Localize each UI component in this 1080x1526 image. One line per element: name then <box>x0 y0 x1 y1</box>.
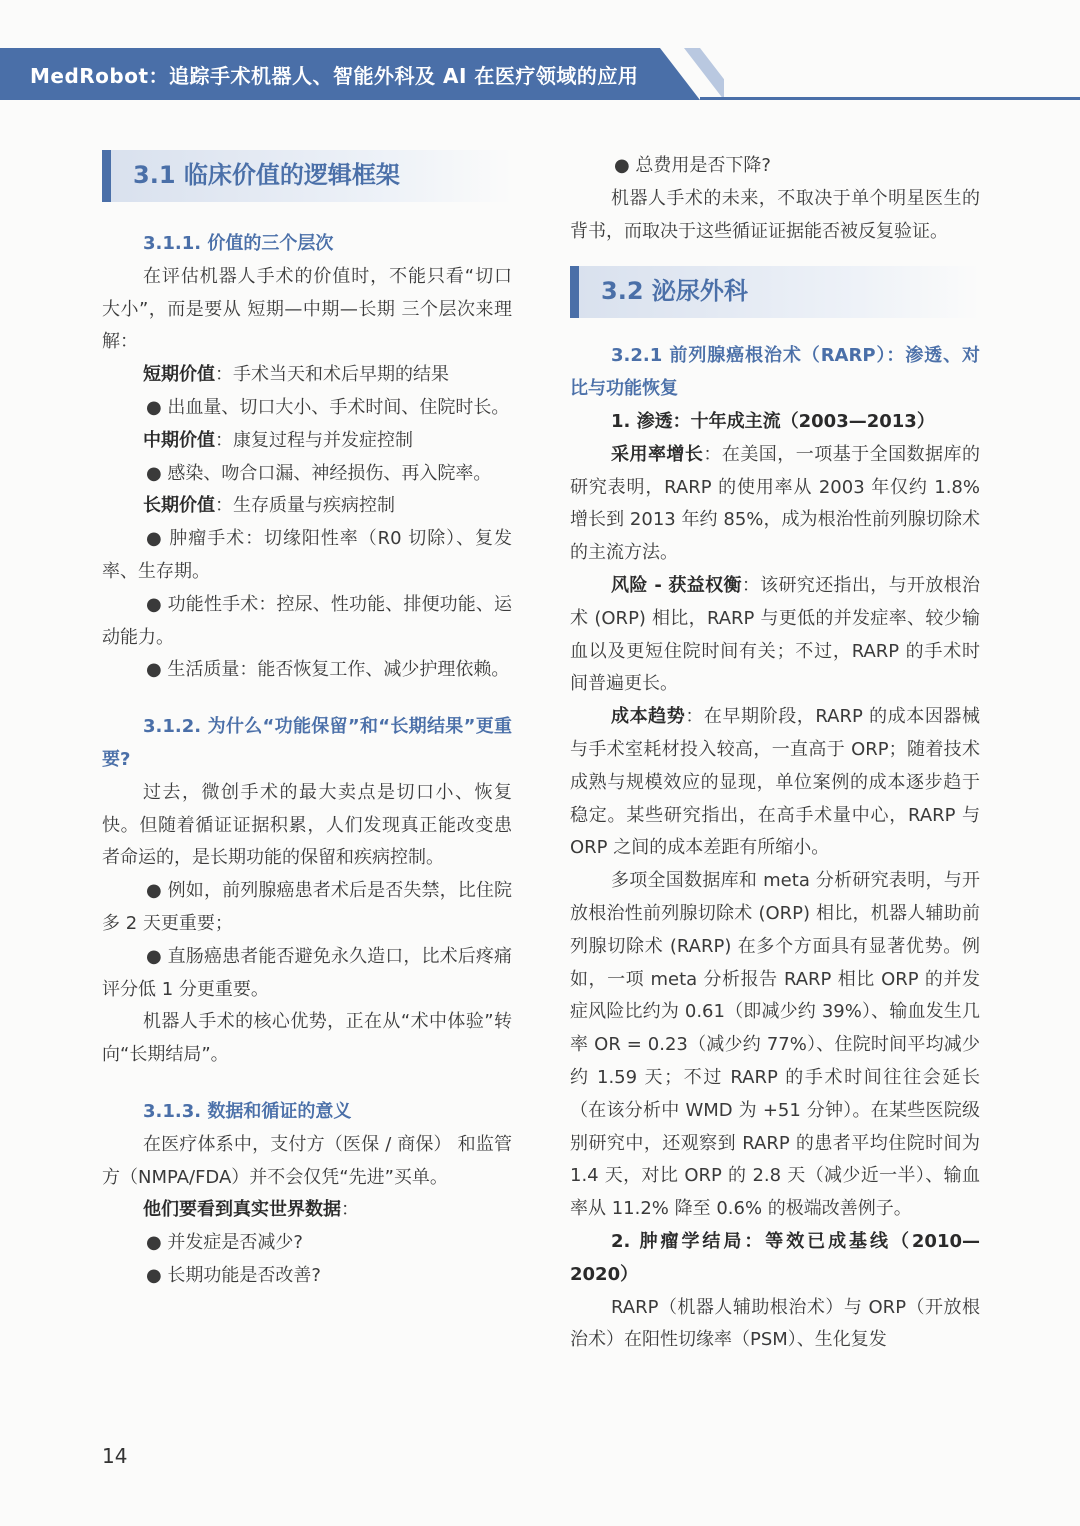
bold-line <box>102 1194 512 1227</box>
paragraph: 在评估机器人手术的价值时，不能只看“切口大小”，而是要从 短期—中期—长期 三个层次来理解： <box>102 265 512 353</box>
bullet-item: ● 出血量、切口大小、手术时间、住院时长。 <box>146 396 510 418</box>
mid-term-text: ：康复过程与并发症控制 <box>215 429 413 451</box>
short-term-label: 短期价值 <box>143 364 215 386</box>
risk-label: 风险 - 获益权衡 <box>611 574 742 596</box>
paragraph: 机器人手术的核心优势，正在从“术中体验”转向“长期结局”。 <box>102 1011 512 1066</box>
numbered-heading: 2. 肿瘤学结局：等效已成基线（2010—2020） <box>570 1230 980 1285</box>
subsection-3-2-1-title: 3.2.1 前列腺癌根治术（RARP）：渗透、对比与功能恢复 <box>570 345 980 400</box>
long-term-label: 长期价值 <box>143 495 215 517</box>
page-number: 14 <box>102 1444 128 1468</box>
paragraph: RARP（机器人辅助根治术）与 ORP（开放根治术）在阳性切缘率（PSM）、生化复发 <box>570 1296 980 1351</box>
bullet-item: ● 总费用是否下降? <box>614 155 771 176</box>
section-3-1-heading <box>102 150 512 202</box>
paragraph: 过去，微创手术的最大卖点是切口小、恢复快。但随着循证证据积累，人们发现真正能改变患者命运的，是长期功能的保留和疾病控制。 <box>102 781 512 869</box>
paragraph: 机器人手术的未来，不取决于单个明星医生的背书，而取决于这些循证证据能否被反复验证。 <box>570 187 980 242</box>
mid-term-label: 中期价值 <box>143 429 215 451</box>
short-term-text: ：手术当天和术后早期的结果 <box>215 364 449 386</box>
section-3-2-heading <box>570 266 980 318</box>
paragraph: 在医疗体系中，支付方（医保 / 商保） 和监管方（NMPA/FDA）并不会仅凭“先进”买单。 <box>102 1133 512 1188</box>
header-rule <box>700 97 1080 100</box>
section-3-1-title: 3.1 临床价值的逻辑框架 <box>133 161 400 189</box>
bold-tail: ： <box>341 1199 359 1221</box>
mid-term-line <box>102 425 512 458</box>
bold-text: 他们要看到真实世界数据 <box>143 1199 341 1221</box>
bullet-item: ● 功能性手术：控尿、性功能、排便功能、运动能力。 <box>102 593 512 648</box>
bullet-item: ● 肿瘤手术：切缘阳性率（R0 切除）、复发率、生存期。 <box>102 528 512 582</box>
bullet-item: ● 长期功能是否改善? <box>146 1264 321 1286</box>
adoption-text: ：在美国，一项基于全国数据库的研究表明，RARP 的使用率从 2003 年仅约 1.8% 增长到 2013 年约 85%，成为根治性前列腺切除术的主流方法。 <box>570 443 981 564</box>
subsection-3-1-2-title: 3.1.2. 为什么“功能保留”和“长期结果”更重要? <box>102 716 512 770</box>
short-term-line <box>102 359 512 392</box>
section-3-2-title: 3.2 泌尿外科 <box>601 277 748 306</box>
adoption-label: 采用率增长 <box>611 443 704 465</box>
bullet-item: ● 生活质量：能否恢复工作、减少护理依赖。 <box>146 659 510 681</box>
bullet-item: ● 例如，前列腺癌患者术后是否失禁，比住院多 2 天更重要； <box>102 880 512 934</box>
long-term-text: ：生存质量与疾病控制 <box>215 495 395 517</box>
subsection-3-1-1-title: 3.1.1. 价值的三个层次 <box>143 233 334 254</box>
risk-paragraph <box>570 570 980 701</box>
long-term-line <box>102 490 512 523</box>
right-column <box>570 150 980 1357</box>
bullet-item: ● 并发症是否减少? <box>146 1232 303 1254</box>
cost-text: ：在早期阶段，RARP 的成本因器械与手术室耗材投入较高，一直高于 ORP；随着技术成熟与规模效应的显现，单位案例的成本逐步趋于稳定。某些研究指出，在高手术量中心，RARP 与 ORP 之间的成本差距有所缩小。 <box>570 706 980 859</box>
meta-analysis-paragraph: 多项全国数据库和 meta 分析研究表明，与开放根治性前列腺切除术 (ORP) 相比，机器人辅助前列腺切除术 (RARP) 在多个方面具有显著优势。例如，一项 meta 分析报告 RARP 相比 ORP 的并发症风险比约为 0.61（即减少约 39%）、输血发生几率 OR = 0.23（减少约 77%）、住院时间平均减少约 1.59 天；不过 RARP 的手术时间往往会延长（在该分析中 WMD 为 +51 分钟）。在某些医院级别研究中，还观察到 RARP 的患者平均住院时间为 1.4 天，对比 ORP 的 2.8 天（减少近一半）、输血率从 11.2% 降至 0.6% 的极端改善例子。 <box>570 870 980 1220</box>
subsection-3-1-3-title: 3.1.3. 数据和循证的意义 <box>143 1100 352 1122</box>
risk-text: ：该研究还指出，与开放根治术 (ORP) 相比，RARP 与更低的并发症率、较少输血以及更短住院时间有关；不过，RARP 的手术时间普遍更长。 <box>570 574 981 695</box>
cost-label: 成本趋势 <box>611 706 686 728</box>
numbered-heading: 1. 渗透：十年成主流（2003—2013） <box>611 410 935 432</box>
left-column <box>102 150 512 1293</box>
bullet-item: ● 感染、吻合口漏、神经损伤、再入院率。 <box>146 462 492 484</box>
cost-paragraph <box>570 701 980 865</box>
header-title: MedRobot：追踪手术机器人、智能外科及 AI 在医疗领域的应用 <box>30 64 639 88</box>
adoption-paragraph <box>570 439 980 570</box>
bullet-item: ● 直肠癌患者能否避免永久造口，比术后疼痛评分低 1 分更重要。 <box>102 945 512 1000</box>
